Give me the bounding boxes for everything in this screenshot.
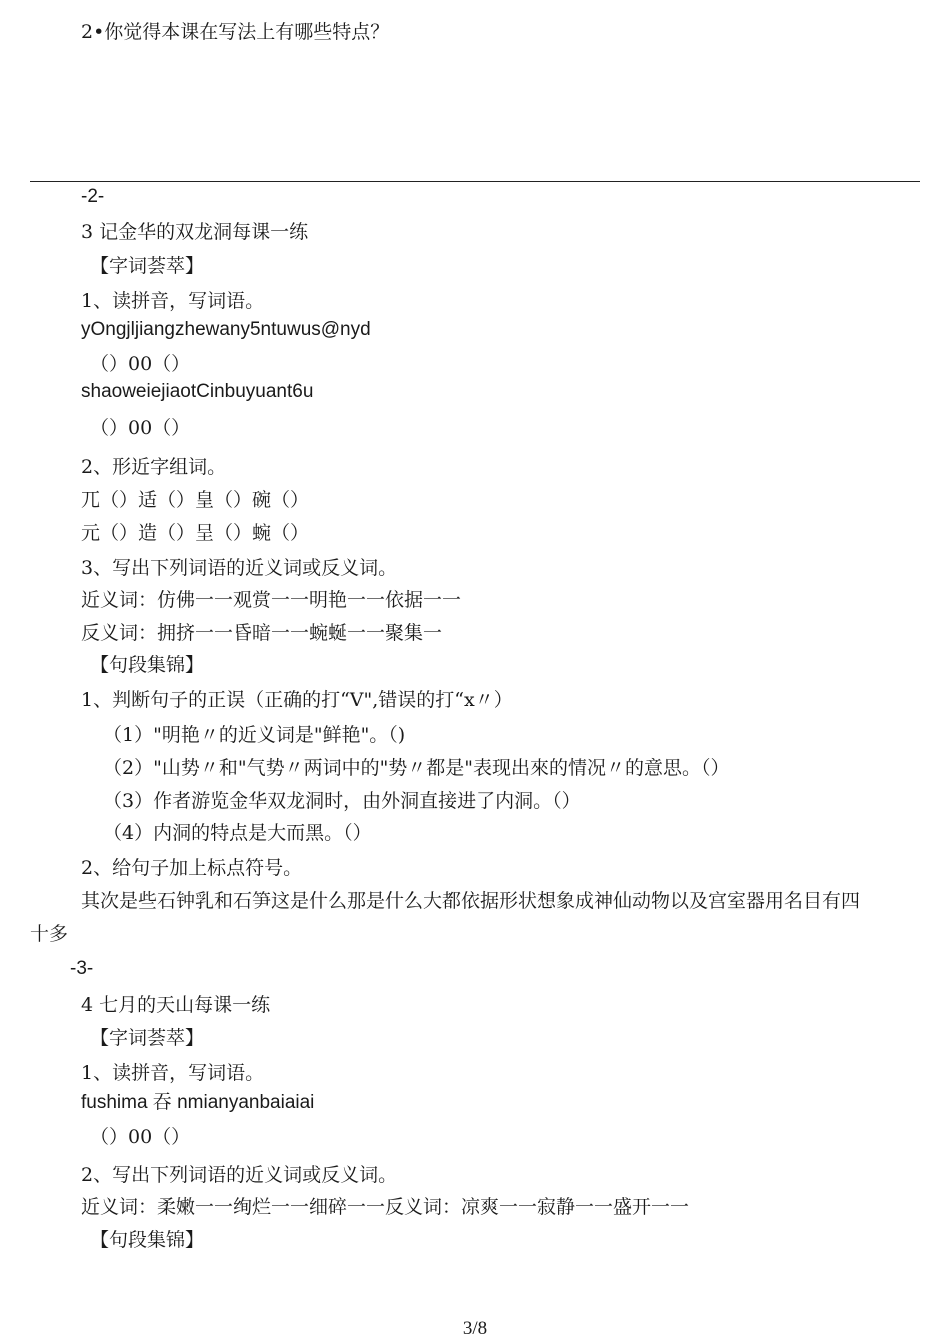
question-pinyin: 1、读拼音，写词语。	[81, 290, 265, 312]
question-true-false: 1、判断句子的正误（正确的打“V",错误的打“x〃）	[81, 689, 513, 711]
passage-line: 其次是些石钟乳和石笋这是什么那是什么大都依据形状想象成神仙动物以及宫室器用名目有四	[81, 890, 861, 912]
page-marker: -2-	[81, 186, 105, 207]
section-header-words: 【字词荟萃】	[90, 255, 205, 277]
lesson-title: 4 七月的天山每课一练	[81, 994, 271, 1016]
lesson-title: 3 记金华的双龙洞每课一练	[81, 221, 309, 243]
question-synonyms-antonyms: 3、写出下列词语的近义词或反义词。	[81, 557, 398, 579]
question-similar-chars: 2、形近字组词。	[81, 456, 227, 478]
page-marker: -3-	[70, 958, 94, 979]
passage-line: 十多	[30, 923, 69, 945]
section-header-words: 【字词荟萃】	[90, 1027, 205, 1049]
char-row: 元（）造（）呈（）蜿（）	[81, 522, 310, 544]
section-header-sentences: 【句段集锦】	[90, 654, 205, 676]
statement-item: （2）"山势〃和"气势〃两词中的"势〃都是"表现出來的情况〃的意思。（）	[103, 757, 730, 779]
statement-item: （1）"明艳〃的近义词是"鲜艳"。（)	[103, 724, 406, 746]
answer-blanks: （）00（）	[90, 1126, 191, 1148]
pinyin-line: fushima 吞 nmianyanbaiaiai	[81, 1092, 315, 1113]
question-synonyms-antonyms: 2、写出下列词语的近义词或反义词。	[81, 1164, 398, 1186]
answer-blanks: （）00（）	[90, 417, 191, 439]
section-header-sentences: 【句段集锦】	[90, 1229, 205, 1251]
section-divider	[30, 181, 920, 182]
pinyin-line: yOngjljiangzhewany5ntuwus@nyd	[81, 319, 371, 340]
antonyms-line: 反义词：拥挤一一昏暗一一蜿蜒一一聚集一	[81, 622, 443, 644]
statement-item: （3）作者游览金华双龙洞时，由外洞直接进了内洞。（）	[103, 790, 581, 812]
statement-item: （4）内洞的特点是大而黑。（）	[103, 822, 372, 844]
question-writing-features: 2•你觉得本课在写法上有哪些特点？	[81, 21, 390, 43]
page-number: 3/8	[462, 1318, 488, 1339]
answer-blanks: （）00（）	[90, 353, 191, 375]
question-pinyin: 1、读拼音，写词语。	[81, 1062, 265, 1084]
pinyin-line: shaoweiejiaotCinbuyuant6u	[81, 381, 314, 402]
char-row: 兀（）适（）皇（）碗（）	[81, 489, 310, 511]
synonyms-line: 近义词：仿佛一一观赏一一明艳一一依据一一	[81, 589, 462, 611]
question-punctuation: 2、给句子加上标点符号。	[81, 857, 303, 879]
synonyms-antonyms-line: 近义词：柔嫩一一绚烂一一细碎一一反义词：凉爽一一寂静一一盛开一一	[81, 1196, 690, 1218]
